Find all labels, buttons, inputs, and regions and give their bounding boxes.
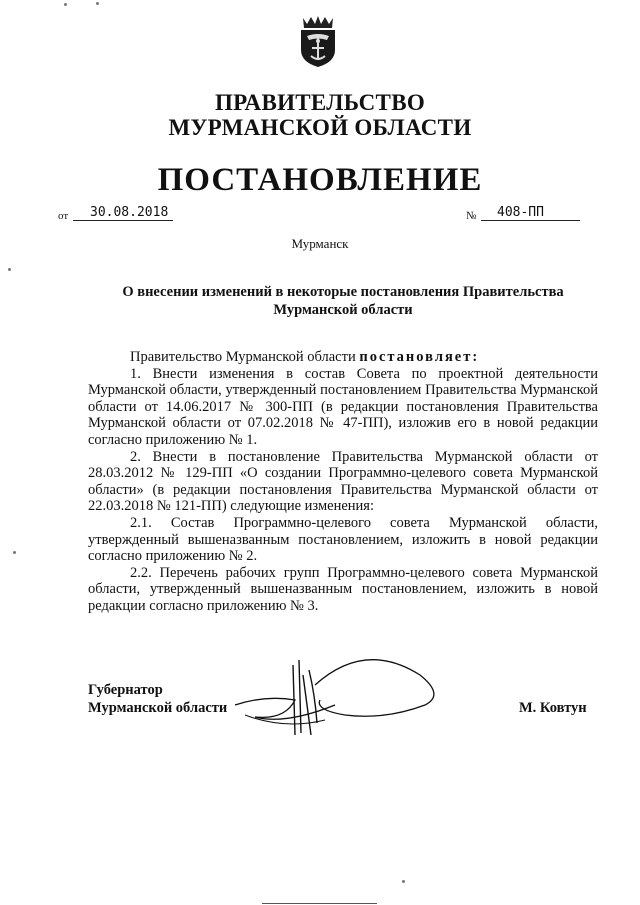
scan-artifact xyxy=(96,2,99,5)
signatory-name: М. Ковтун xyxy=(519,700,587,716)
number-underline xyxy=(481,220,580,221)
date-prefix: от xyxy=(58,210,69,222)
government-name-line2: МУРМАНСКОЙ ОБЛАСТИ xyxy=(168,115,472,140)
government-name-line1: ПРАВИТЕЛЬСТВО xyxy=(214,90,426,115)
scan-artifact xyxy=(402,880,405,883)
paragraph-2: 2. Внести в постановление Правительства Мурманской области от 28.03.2012 № 129-ПП «О создании Программно-целевого совета Мурманской области» (в редакции постановления Правительства Мурманской области от 22.03.2018 № 121-ПП) следующие изменения: xyxy=(88,448,598,515)
bottom-edge-line xyxy=(262,903,377,904)
number-prefix: № xyxy=(466,210,477,222)
document-subject xyxy=(88,283,598,319)
signatory-title-line2: Мурманской области xyxy=(88,700,228,716)
intro-paragraph xyxy=(88,349,598,366)
document-type-title: ПОСТАНОВЛЕНИЕ xyxy=(157,162,483,198)
subject-line2: Мурманской области xyxy=(273,302,413,318)
signatory-title xyxy=(88,681,227,717)
scan-artifact xyxy=(64,3,67,6)
paragraph-2-1: 2.1. Состав Программно-целевого совета Мурманской области, утвержденный вышеназванным постановлением, изложить в новой редакции согласно приложению № 2. xyxy=(88,514,598,565)
paragraph-1: 1. Внести изменения в состав Совета по проектной деятельности Мурманской области, утвержденный постановлением Правительства Мурманской области от 14.06.2017 № 300-ПП (в редакции постановления Правительства Мурманской области от 07.02.2018 № 47-ПП), изложив его в новой редакции согласно приложению № 1. xyxy=(88,365,598,448)
document-number: 408-ПП xyxy=(497,205,544,220)
document-body xyxy=(88,349,598,615)
document-date: 30.08.2018 xyxy=(90,205,169,220)
handwritten-signature xyxy=(225,645,445,745)
intro-text: Правительство Мурманской области xyxy=(130,349,356,365)
signatory-title-line1: Губернатор xyxy=(88,682,163,698)
intro-verb: постановляет: xyxy=(359,349,480,365)
scan-artifact xyxy=(8,268,11,271)
scan-artifact xyxy=(13,551,16,554)
date-underline xyxy=(73,220,173,221)
subject-line1: О внесении изменений в некоторые постановления Правительства xyxy=(122,284,564,300)
coat-of-arms-icon xyxy=(297,14,339,68)
paragraph-2-2: 2.2. Перечень рабочих групп Программно-целевого совета Мурманской области, утвержденный вышеназванным постановлением, изложить в новой редакции согласно приложению № 3. xyxy=(88,564,598,614)
city-name: Мурманск xyxy=(291,236,349,251)
